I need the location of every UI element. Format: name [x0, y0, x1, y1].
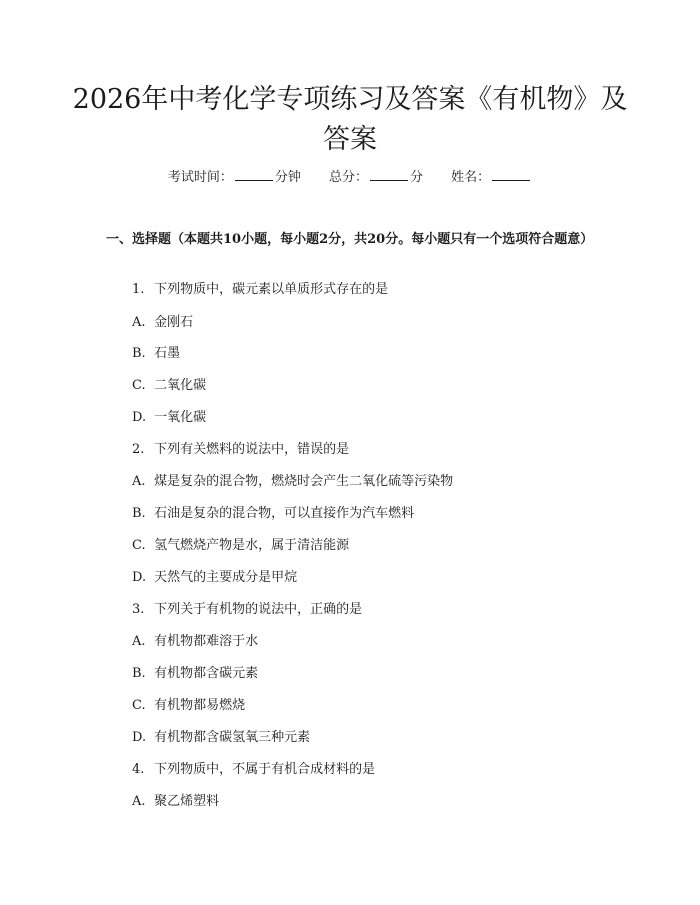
question-stem — [132, 761, 375, 779]
answer-option — [132, 665, 258, 683]
option-letter: C. — [132, 538, 146, 553]
option-letter: B. — [132, 506, 146, 521]
answer-option — [132, 633, 258, 651]
option-text: 氢气燃烧产物是水，属于清洁能源 — [154, 538, 350, 553]
option-letter: B. — [132, 346, 146, 361]
question-number: 4. — [132, 762, 145, 777]
student-name-blank[interactable] — [492, 168, 530, 181]
option-text: 石墨 — [154, 346, 181, 361]
answer-option — [132, 793, 219, 811]
student-name — [451, 170, 532, 185]
option-text: 一氧化碳 — [154, 410, 207, 425]
option-text: 金刚石 — [154, 315, 194, 330]
question-number: 1. — [132, 282, 145, 297]
answer-option — [132, 729, 310, 747]
total-score-blank[interactable] — [370, 168, 408, 181]
option-letter: A. — [132, 794, 146, 809]
option-letter: D. — [132, 730, 147, 745]
option-letter: B. — [132, 666, 146, 681]
answer-option — [132, 314, 193, 332]
question-number: 2. — [132, 442, 145, 457]
exam-time-label: 考试时间： — [167, 170, 233, 185]
question-text: 下列有关燃料的说法中，错误的是 — [154, 442, 350, 457]
option-text: 有机物都易燃烧 — [154, 698, 246, 713]
exam-time-blank[interactable] — [235, 168, 273, 181]
total-score-unit: 分 — [410, 170, 424, 185]
answer-option — [132, 409, 206, 427]
option-text: 煤是复杂的混合物，燃烧时会产生二氧化硫等污染物 — [154, 474, 454, 489]
question-stem — [132, 601, 362, 619]
option-letter: A. — [132, 474, 146, 489]
answer-option — [132, 505, 414, 523]
exam-time-unit: 分钟 — [274, 170, 301, 185]
answer-option — [132, 345, 180, 363]
exam-time — [168, 170, 305, 185]
option-text: 石油是复杂的混合物，可以直接作为汽车燃料 — [154, 506, 415, 521]
student-name-label: 姓名： — [451, 170, 491, 185]
question-text: 下列物质中，碳元素以单质形式存在的是 — [154, 282, 389, 297]
option-letter: C. — [132, 698, 146, 713]
question-number: 3. — [132, 602, 145, 617]
question-text: 下列物质中，不属于有机合成材料的是 — [154, 762, 376, 777]
answer-option — [132, 697, 245, 715]
question-stem — [132, 441, 349, 459]
document-title: 2026年中考化学专项练习及答案《有机物》及答案 — [72, 84, 628, 155]
option-letter: D. — [132, 410, 147, 425]
question-stem — [132, 281, 388, 299]
question-text: 下列关于有机物的说法中，正确的是 — [154, 602, 363, 617]
option-text: 聚乙烯塑料 — [154, 794, 220, 809]
total-score — [329, 170, 427, 185]
option-text: 有机物都含碳元素 — [154, 666, 259, 681]
option-text: 二氧化碳 — [154, 378, 207, 393]
option-letter: C. — [132, 378, 146, 393]
answer-option — [132, 569, 297, 587]
option-letter: A. — [132, 634, 146, 649]
answer-option — [132, 473, 453, 491]
answer-option — [132, 537, 349, 555]
option-letter: A. — [132, 315, 146, 330]
answer-option — [132, 377, 206, 395]
option-text: 天然气的主要成分是甲烷 — [154, 570, 298, 585]
option-text: 有机物都含碳氢氧三种元素 — [154, 730, 311, 745]
option-text: 有机物都难溶于水 — [154, 634, 259, 649]
total-score-label: 总分： — [328, 170, 368, 185]
exam-meta — [0, 168, 700, 187]
option-letter: D. — [132, 570, 147, 585]
section-heading: 一、选择题（本题共10小题，每小题2分，共20分。每小题只有一个选项符合题意） — [106, 232, 594, 247]
